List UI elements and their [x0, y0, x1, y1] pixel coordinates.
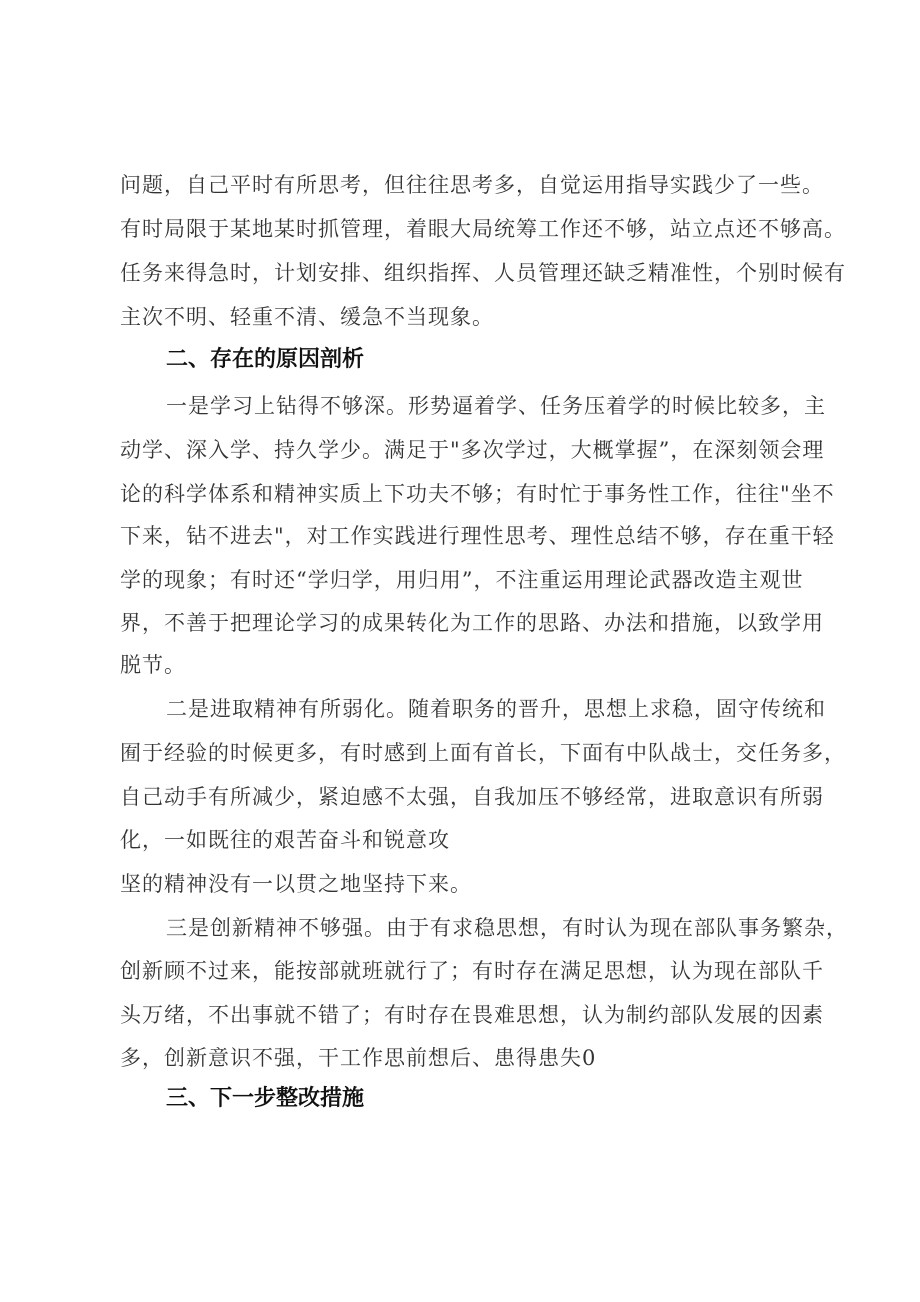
text-line: 主次不明、轻重不清、缓急不当现象。 — [120, 305, 494, 329]
text-line: 学的现象；有时还“学归学，用归用”，不注重运用理论武器改造主观世 — [120, 568, 804, 592]
text-line: 动学、深入学、持久学少。满足于"多次学过，大概掌握”，在深刻领会理 — [120, 438, 825, 462]
section-heading-cause-analysis: 二、存在的原因剖析 — [166, 347, 365, 372]
text-line: 头万绪，不出事就不错了；有时存在畏难思想，认为制约部队发展的因素 — [120, 1003, 824, 1027]
text-line: 创新顾不过来，能按部就班就行了；有时存在满足思想，认为现在部队千 — [120, 959, 824, 983]
text-line: 坚的精神没有一以贯之地坚持下来。 — [120, 872, 472, 896]
text-line: 任务来得急时，计划安排、组织指挥、人员管理还缺乏精准性，个别时候有 — [120, 261, 846, 285]
text-line: 论的科学体系和精神实质上下功夫不够；有时忙于事务性工作，往往"坐不 — [120, 482, 835, 506]
text-line: 二是进取精神有所弱化。随着职务的晋升，思想上求稳，固守传统和 — [166, 697, 826, 721]
section-heading-rectification-measures: 三、下一步整改措施 — [166, 1086, 365, 1111]
text-line: 问题，自己平时有所思考，但往往思考多，自觉运用指导实践少了一些。 — [120, 173, 824, 197]
text-line: 一是学习上钻得不够深。形势逼着学、任务压着学的时候比较多，主 — [166, 394, 826, 418]
text-line: 自己动手有所减少，紧迫感不太强，自我加压不够经常，进取意识有所弱 — [120, 785, 824, 809]
text-line: 化，一如既往的艰苦奋斗和锐意攻 — [120, 828, 450, 852]
text-line: 下来，钻不进去"，对工作实践进行理性思考、理性总结不够，存在重干轻 — [120, 524, 835, 548]
text-line: 界，不善于把理论学习的成果转化为工作的思路、办法和措施，以致学用 — [120, 611, 824, 635]
text-line: 多，创新意识不强，干工作思前想后、患得患失0 — [120, 1046, 597, 1070]
text-line: 有时局限于某地某时抓管理，着眼大局统筹工作还不够，站立点还不够高。 — [120, 217, 846, 241]
text-line: 囿于经验的时候更多，有时感到上面有首长，下面有中队战士，交任务多， — [120, 741, 846, 765]
text-line: 三是创新精神不够强。由于有求稳思想，有时认为现在部队事务繁杂， — [166, 916, 848, 940]
text-line: 脱节。 — [120, 653, 186, 677]
